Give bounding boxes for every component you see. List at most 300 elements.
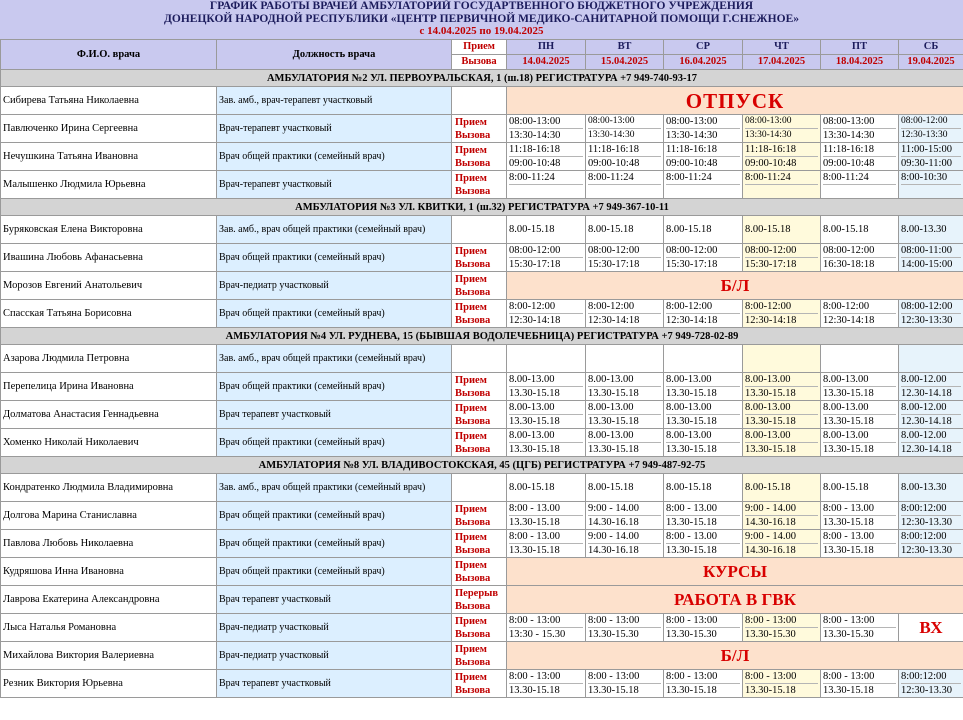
label-priem: Прием (455, 531, 487, 543)
column-header-vyzova: Вызова (452, 54, 506, 69)
day-cell: 8.00-15.18 (743, 216, 821, 244)
calls-time: 13.30-15.30 (823, 627, 896, 641)
day-cell (507, 429, 586, 457)
reception-time: 08:00-13:00 (509, 116, 561, 127)
reception-time: 8.00-13.00 (588, 374, 634, 385)
calls-time: 13.30-15.30 (745, 627, 818, 641)
reception-time: 11:18-16:18 (509, 144, 560, 155)
calls-time: 13.30-15.18 (745, 386, 818, 400)
shift-labels (452, 345, 507, 373)
label-vyzova: Вызова (455, 415, 491, 427)
day-cell (899, 429, 963, 457)
shift-labels (452, 171, 507, 199)
doctor-position: Врач-терапевт участковый (217, 171, 452, 199)
calls-time: 12:30-14:18 (588, 313, 661, 327)
day-cell: 8.00-15.18 (664, 216, 743, 244)
day-cell (664, 401, 743, 429)
reception-time: 8:00 - 13:00 (509, 671, 561, 682)
label-vyzova: Вызова (455, 572, 491, 584)
calls-time: 13.30-15.18 (588, 442, 661, 456)
day-cell (821, 171, 899, 199)
doctor-name: Спасская Татьяна Борисовна (1, 300, 217, 328)
day-cell (586, 300, 664, 328)
calls-time: 13.30-15.18 (509, 683, 583, 697)
section-title: АМБУЛАТОРИЯ №3 УЛ. КВИТКИ, 1 (ш.32) РЕГИСТРАТУРА +7 949-367-10-11 (1, 199, 963, 216)
day-cell: 8.00-15.18 (664, 474, 743, 502)
status-cell: КУРСЫ (507, 558, 963, 586)
reception-time: 8:00-11:24 (823, 172, 869, 183)
day-cell (664, 614, 743, 642)
day-cell (586, 502, 664, 530)
shift-labels (452, 642, 507, 670)
calls-time: 13:30-14:30 (823, 128, 896, 142)
calls-time: 13.30-15.18 (509, 414, 583, 428)
doctor-position: Зав. амб., врач общей практики (семейный врач) (217, 474, 452, 502)
day-cell (821, 143, 899, 171)
day-cell (821, 373, 899, 401)
section-row (1, 70, 963, 87)
day-cell: 8.00-15.18 (507, 474, 586, 502)
doctor-position: Зав. амб., врач общей практики (семейный врач) (217, 345, 452, 373)
schedule-title-line1: ГРАФИК РАБОТЫ ВРАЧЕЙ АМБУЛАТОРИЙ ГОСУДАРТВЕННОГО БЮДЖЕТНОГО УЧРЕЖДЕНИЯ (209, 0, 754, 12)
reception-time: 08:00-13:00 (745, 116, 792, 126)
calls-time: 12.30-14.18 (901, 414, 961, 428)
reception-time: 08:00-12:00 (509, 245, 561, 256)
status-cell: Б/Л (507, 272, 963, 300)
day-cell (743, 373, 821, 401)
doctor-position: Врач-педиатр участковый (217, 614, 452, 642)
shift-labels (452, 244, 507, 272)
reception-time: 8:00 - 13:00 (666, 671, 718, 682)
doctor-name: Павлюченко Ирина Сергеевна (1, 115, 217, 143)
reception-time: 8:00-11:24 (509, 172, 555, 183)
shift-labels (452, 530, 507, 558)
column-header-name: Ф.И.О. врача (1, 40, 217, 70)
day-cell (586, 143, 664, 171)
calls-time: 13.30-15.18 (509, 386, 583, 400)
doctor-row (1, 272, 963, 300)
day-cell (743, 670, 821, 698)
column-header-day-thu: ЧТ 17.04.2025 (743, 40, 821, 70)
calls-time (823, 184, 896, 198)
reception-time: 11:18-16:18 (666, 144, 717, 155)
column-header-position: Должность врача (217, 40, 452, 70)
calls-time: 14:00-15:00 (901, 257, 961, 271)
doctor-position: Врач общей практики (семейный врач) (217, 429, 452, 457)
day-cell (507, 115, 586, 143)
reception-time: 08:00-13:00 (666, 116, 718, 127)
reception-time: 8:00-12:00 (823, 301, 870, 312)
label-priem: Прием (455, 430, 487, 442)
calls-time: 14.30-16.18 (588, 515, 661, 529)
doctor-name: Кудряшова Инна Ивановна (1, 558, 217, 586)
day-cell (821, 614, 899, 642)
day-cell: 8.00-13.30 (899, 474, 963, 502)
day-cell (743, 502, 821, 530)
day-cell (899, 143, 963, 171)
doctor-name: Кондратенко Людмила Владимировна (1, 474, 217, 502)
reception-time: 08:00-12:00 (666, 245, 718, 256)
calls-time: 15:30-17:18 (666, 257, 740, 271)
calls-time: 13.30-15.18 (666, 414, 740, 428)
shift-labels (452, 429, 507, 457)
shift-labels (452, 401, 507, 429)
reception-time: 08:00-11:00 (901, 245, 952, 256)
doctor-position: Врач общей практики (семейный врач) (217, 558, 452, 586)
calls-time: 13.30-15.18 (509, 515, 583, 529)
column-header-day-sat: СБ 19.04.2025 (899, 40, 963, 70)
day-cell (743, 171, 821, 199)
schedule-title-line2: ДОНЕЦКОЙ НАРОДНОЙ РЕСПУБЛИКИ «ЦЕНТР ПЕРВИЧНОЙ МЕДИКО-САНИТАРНОЙ ПОМОЩИ Г.СНЕЖНОЕ» (163, 12, 799, 25)
column-header-day-wed: СР 16.04.2025 (664, 40, 743, 70)
doctor-row (1, 401, 963, 429)
day-cell (821, 429, 899, 457)
day-cell (507, 300, 586, 328)
doctor-row (1, 474, 963, 502)
schedule-header (0, 0, 963, 39)
calls-time: 13.30-15.18 (823, 515, 896, 529)
reception-time: 8:00 - 13.00 (509, 531, 561, 542)
label-priem: Прием (455, 671, 487, 683)
doctor-name: Павлова Любовь Николаевна (1, 530, 217, 558)
calls-time: 13.30-15.18 (745, 683, 818, 697)
reception-time: 8:00-12:00 (588, 301, 635, 312)
schedule-period: с 14.04.2025 по 19.04.2025 (419, 25, 544, 37)
day-cell (507, 530, 586, 558)
label-vyzova: Вызова (455, 314, 491, 326)
reception-time: 8:00-12:00 (745, 301, 792, 312)
label-vyzova: Вызова (455, 516, 491, 528)
calls-time: 13.30-15.30 (588, 627, 661, 641)
reception-time: 8:00-10:30 (901, 172, 948, 183)
section-title: АМБУЛАТОРИЯ №8 УЛ. ВЛАДИВОСТОКСКАЯ, 45 (ЦГБ) РЕГИСТРАТУРА +7 949-487-92-75 (1, 457, 963, 474)
calls-time: 09:00-10:48 (509, 156, 583, 170)
label-priem: Перерыв (455, 587, 499, 599)
day-cell (743, 143, 821, 171)
schedule-table (0, 39, 963, 698)
reception-time: 8:00-12:00 (509, 301, 556, 312)
reception-time: 8:00 - 13:00 (823, 671, 875, 682)
doctor-name: Резник Виктория Юрьевна (1, 670, 217, 698)
calls-time: 15:30-17:18 (509, 257, 583, 271)
reception-time: 08:00-13:00 (588, 116, 635, 126)
day-cell (821, 502, 899, 530)
column-header-priem: Прием (463, 41, 495, 52)
calls-time: 12.30-14.18 (901, 442, 961, 456)
reception-time: 8:00 - 13.00 (823, 503, 875, 514)
doctor-position: Врач терапевт участковый (217, 670, 452, 698)
doctor-position: Зав. амб., врач общей практики (семейный врач) (217, 216, 452, 244)
day-cell (899, 373, 963, 401)
reception-time: 8.00-12.00 (901, 402, 947, 413)
doctor-row (1, 558, 963, 586)
calls-time: 13.30-15.18 (666, 683, 740, 697)
reception-time: 9:00 - 14.00 (745, 531, 797, 542)
doctor-name: Долматова Анастасия Геннадьевна (1, 401, 217, 429)
label-vyzova: Вызова (455, 656, 491, 668)
status-cell: РАБОТА В ГВК (507, 586, 963, 614)
reception-time: 8:00 - 13:00 (666, 615, 718, 626)
day-cell (821, 401, 899, 429)
calls-time: 13:30-14:30 (666, 128, 740, 142)
doctor-position: Врач общей практики (семейный врач) (217, 143, 452, 171)
reception-time: 8.00-13.00 (509, 402, 555, 413)
reception-time: 8:00 - 13:00 (823, 615, 875, 626)
shift-labels (452, 115, 507, 143)
doctor-name: Малышенко Людмила Юрьевна (1, 171, 217, 199)
doctor-row (1, 244, 963, 272)
reception-time: 08:00-13:00 (823, 116, 875, 127)
calls-time: 14.30-16.18 (588, 543, 661, 557)
calls-time: 13.30-15.18 (823, 386, 896, 400)
doctor-position: Врач терапевт участковый (217, 401, 452, 429)
shift-labels (452, 502, 507, 530)
doctor-row (1, 345, 963, 373)
calls-time: 13.30-15.18 (666, 442, 740, 456)
day-cell (664, 429, 743, 457)
reception-time: 8.00-12.00 (901, 374, 947, 385)
calls-time (901, 184, 961, 198)
calls-time: 13.30-15.18 (823, 683, 896, 697)
shift-labels (452, 87, 507, 115)
shift-labels (452, 272, 507, 300)
calls-time: 13.30-15.18 (509, 442, 583, 456)
reception-time: 8:00:12:00 (901, 531, 947, 542)
reception-time: 8.00-13.00 (666, 402, 712, 413)
doctor-name: Сибирева Татьяна Николаевна (1, 87, 217, 115)
day-cell (821, 115, 899, 143)
day-cell: 8.00-15.18 (821, 474, 899, 502)
day-cell: 8.00-15.18 (586, 216, 664, 244)
reception-time: 9:00 - 14.00 (588, 531, 640, 542)
status-cell: Б/Л (507, 642, 963, 670)
reception-time: 8.00-13.00 (823, 374, 869, 385)
doctor-name: Долгова Марина Станиславна (1, 502, 217, 530)
calls-time: 13.30-15.18 (588, 386, 661, 400)
reception-time: 08:00-12:00 (823, 245, 875, 256)
doctor-name: Морозов Евгений Анатольевич (1, 272, 217, 300)
reception-time: 8:00:12:00 (901, 503, 947, 514)
reception-time: 8:00 - 13.00 (666, 531, 718, 542)
calls-time: 13.30-15.18 (666, 515, 740, 529)
doctor-position: Врач общей практики (семейный врач) (217, 300, 452, 328)
doctor-row (1, 429, 963, 457)
reception-time: 11:18-16:18 (588, 144, 639, 155)
label-priem: Прием (455, 374, 487, 386)
calls-time: 12:30-14:18 (509, 313, 583, 327)
reception-time: 8:00 - 13:00 (745, 671, 797, 682)
calls-time (588, 184, 661, 198)
calls-time: 09:00-10:48 (588, 156, 661, 170)
day-cell (899, 115, 963, 143)
day-cell (743, 401, 821, 429)
day-off-marker: ВХ (899, 614, 963, 642)
reception-time: 11:00-15:00 (901, 144, 952, 155)
reception-time: 8.00-13.00 (509, 374, 555, 385)
reception-time: 8:00 - 13:00 (588, 615, 640, 626)
calls-time: 09:00-10:48 (823, 156, 896, 170)
doctor-position: Врач-терапевт участковый (217, 115, 452, 143)
calls-time: 13.30-15.18 (823, 543, 896, 557)
calls-time: 13.30-15.18 (666, 386, 740, 400)
day-cell (743, 530, 821, 558)
doctor-row (1, 143, 963, 171)
doctor-position: Врач-педиатр участковый (217, 642, 452, 670)
calls-time: 13:30-14:30 (588, 128, 661, 142)
reception-time: 8:00 - 13:00 (745, 615, 797, 626)
section-row (1, 457, 963, 474)
day-cell (507, 171, 586, 199)
calls-time: 14.30-16.18 (745, 543, 818, 557)
reception-time: 9:00 - 14.00 (745, 503, 797, 514)
section-title: АМБУЛАТОРИЯ №4 УЛ. РУДНЕВА, 15 (БЫВШАЯ ВОДОЛЕЧЕБНИЦА) РЕГИСТРАТУРА +7 949-728-02-89 (1, 328, 963, 345)
day-cell (821, 300, 899, 328)
calls-time: 12:30-14:18 (666, 313, 740, 327)
doctor-row (1, 171, 963, 199)
day-cell (899, 502, 963, 530)
section-title: АМБУЛАТОРИЯ №2 УЛ. ПЕРВОУРАЛЬСКАЯ, 1 (ш.18) РЕГИСТРАТУРА +7 949-740-93-17 (1, 70, 963, 87)
day-cell (586, 171, 664, 199)
label-vyzova: Вызова (455, 600, 491, 612)
doctor-position: Врач общей практики (семейный врач) (217, 502, 452, 530)
reception-time: 11:18-16:18 (823, 144, 874, 155)
calls-time: 15:30-17:18 (745, 257, 818, 271)
doctor-name: Ивашина Любовь Афанасьевна (1, 244, 217, 272)
reception-time: 8.00-12.00 (901, 430, 947, 441)
day-cell (586, 401, 664, 429)
calls-time (745, 184, 818, 198)
column-header-labels (452, 40, 507, 70)
calls-time: 09:00-10:48 (745, 156, 818, 170)
doctor-name: Азарова Людмила Петровна (1, 345, 217, 373)
calls-time: 13:30-14:30 (509, 128, 583, 142)
doctor-position: Врач общей практики (семейный врач) (217, 244, 452, 272)
day-cell (664, 530, 743, 558)
doctor-row (1, 300, 963, 328)
shift-labels (452, 300, 507, 328)
day-cell (507, 502, 586, 530)
label-vyzova: Вызова (455, 157, 491, 169)
day-cell (586, 429, 664, 457)
doctor-row (1, 586, 963, 614)
calls-time: 12:30-14:18 (745, 313, 818, 327)
reception-time: 8.00-13.00 (745, 430, 791, 441)
reception-time: 08:00-12:00 (745, 245, 797, 256)
day-cell (586, 244, 664, 272)
doctor-row (1, 502, 963, 530)
column-header-day-tue: ВТ 15.04.2025 (586, 40, 664, 70)
shift-labels (452, 216, 507, 244)
reception-time: 8:00 - 13:00 (588, 671, 640, 682)
doctor-row (1, 670, 963, 698)
shift-labels (452, 670, 507, 698)
doctor-row (1, 642, 963, 670)
doctor-row (1, 87, 963, 115)
day-cell (586, 614, 664, 642)
day-cell: 8.00-15.18 (821, 216, 899, 244)
reception-time: 8.00-13.00 (588, 402, 634, 413)
day-cell (899, 670, 963, 698)
shift-labels (452, 474, 507, 502)
reception-time: 8:00-12:00 (666, 301, 713, 312)
reception-time: 8.00-13.00 (509, 430, 555, 441)
calls-time: 13.30-15.18 (588, 683, 661, 697)
day-cell (743, 300, 821, 328)
label-vyzova: Вызова (455, 684, 491, 696)
label-vyzova: Вызова (455, 544, 491, 556)
shift-labels (452, 373, 507, 401)
day-cell: 8.00-13.30 (899, 216, 963, 244)
label-vyzova: Вызова (455, 258, 491, 270)
reception-time: 9:00 - 14.00 (588, 503, 640, 514)
day-cell (507, 143, 586, 171)
doctor-row (1, 115, 963, 143)
reception-time: 8:00 - 13.00 (666, 503, 718, 514)
reception-time: 8:00 - 13.00 (509, 503, 561, 514)
doctor-name: Лыса Наталья Романовна (1, 614, 217, 642)
doctor-position: Врач общей практики (семейный врач) (217, 530, 452, 558)
reception-time: 8:00-11:24 (666, 172, 712, 183)
day-cell: 8.00-15.18 (743, 474, 821, 502)
day-cell (899, 244, 963, 272)
calls-time (666, 184, 740, 198)
reception-time: 8.00-13.00 (745, 374, 791, 385)
doctor-name: Михайлова Виктория Валериевна (1, 642, 217, 670)
shift-labels (452, 558, 507, 586)
doctor-name: Буряковская Елена Викторовна (1, 216, 217, 244)
day-cell: 8.00-15.18 (507, 216, 586, 244)
calls-time: 16:30-18:18 (823, 257, 896, 271)
day-cell (899, 345, 963, 373)
label-priem: Прием (455, 503, 487, 515)
label-vyzova: Вызова (455, 129, 491, 141)
day-cell (507, 614, 586, 642)
doctor-name: Нечушкина Татьяна Ивановна (1, 143, 217, 171)
calls-time: 13.30-15.18 (745, 442, 818, 456)
day-cell (664, 670, 743, 698)
doctor-row (1, 530, 963, 558)
calls-time (509, 184, 583, 198)
calls-time: 12:30-14:18 (823, 313, 896, 327)
label-vyzova: Вызова (455, 387, 491, 399)
day-cell (899, 530, 963, 558)
calls-time: 13.30-15.30 (666, 627, 740, 641)
label-priem: Прием (455, 144, 487, 156)
day-cell (664, 373, 743, 401)
calls-time: 14.30-16.18 (745, 515, 818, 529)
day-cell (664, 171, 743, 199)
doctor-name: Лаврова Екатерина Александровна (1, 586, 217, 614)
calls-time: 13.30-15.18 (509, 543, 583, 557)
shift-labels (452, 143, 507, 171)
day-cell (586, 530, 664, 558)
calls-time: 12.30-14.18 (901, 386, 961, 400)
day-cell (899, 401, 963, 429)
day-cell (664, 143, 743, 171)
column-header-day-mon: ПН 14.04.2025 (507, 40, 586, 70)
doctor-position: Врач терапевт участковый (217, 586, 452, 614)
doctor-name: Хоменко Николай Николаевич (1, 429, 217, 457)
calls-time: 12:30-13:30 (901, 128, 961, 142)
day-cell (664, 502, 743, 530)
doctor-position: Зав. амб., врач-терапевт участковый (217, 87, 452, 115)
day-cell (586, 115, 664, 143)
reception-time: 11:18-16:18 (745, 144, 796, 155)
day-cell (586, 345, 664, 373)
day-cell (899, 300, 963, 328)
day-cell (586, 373, 664, 401)
calls-time: 15:30-17:18 (588, 257, 661, 271)
